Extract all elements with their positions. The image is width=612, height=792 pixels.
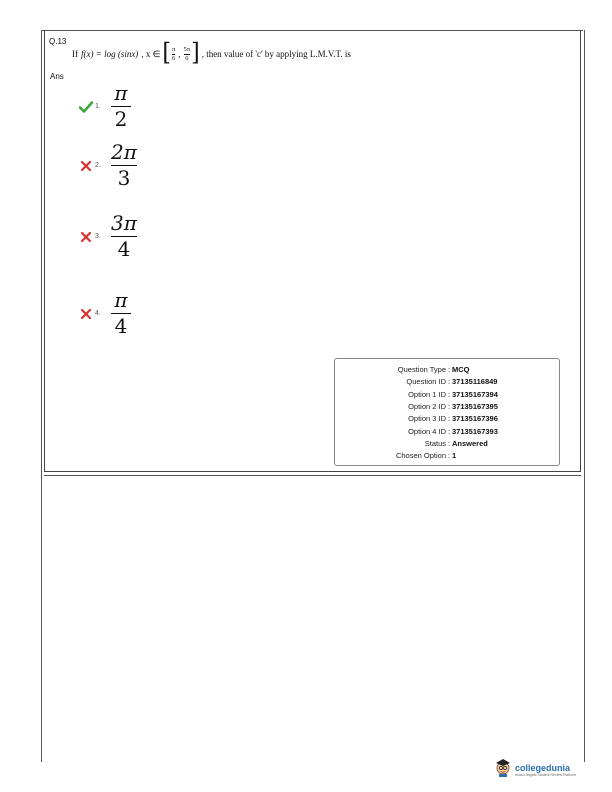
option-4-numerator: π xyxy=(114,288,128,312)
info-row-status: Status : Answered xyxy=(335,439,561,448)
question-number: Q.13 xyxy=(49,37,67,46)
option-2-denominator: 3 xyxy=(117,166,131,190)
info-value: MCQ xyxy=(452,365,470,374)
interval-end-den: 6 xyxy=(185,54,189,62)
option-1-denominator: 2 xyxy=(114,107,128,131)
option-3-denominator: 4 xyxy=(117,237,131,261)
interval-comma: , xyxy=(178,49,181,59)
cross-icon xyxy=(78,158,94,174)
option-2-numerator: 2π xyxy=(111,140,137,164)
student-mascot-icon xyxy=(494,757,512,782)
info-label: Question ID xyxy=(406,377,446,387)
question-text xyxy=(72,39,351,68)
panel-divider xyxy=(44,475,581,476)
option-4-number: 4. xyxy=(95,310,101,317)
info-label: Question Type xyxy=(397,365,446,374)
interval-start-den: 6 xyxy=(172,54,176,62)
option-3-number: 3. xyxy=(95,233,101,240)
question-suffix: , then value of 'c' by applying L.M.V.T. is xyxy=(201,49,351,59)
question-function: f(x) = log (sinx) xyxy=(81,49,139,59)
option-1-numerator: π xyxy=(114,81,128,105)
info-value: Answered xyxy=(452,438,488,448)
info-row-option-1-id: Option 1 ID : 37135167394 xyxy=(335,390,561,399)
interval-start xyxy=(172,46,175,61)
info-row-chosen-option: Chosen Option : 1 xyxy=(335,451,561,460)
option-2-number: 2. xyxy=(95,162,101,169)
interval-right-bracket: ] xyxy=(191,39,200,68)
info-value: 37135167393 xyxy=(452,426,498,436)
check-icon xyxy=(78,99,94,115)
option-2[interactable] xyxy=(78,142,137,189)
info-value: 37135167395 xyxy=(452,401,498,411)
info-row-question-type: Question Type : MCQ xyxy=(335,365,561,374)
option-1-fraction xyxy=(111,83,131,130)
info-label: Status xyxy=(424,438,446,448)
info-value: 37135167396 xyxy=(452,414,498,424)
question-domain-sep: , x ∈ xyxy=(141,48,161,59)
option-4-denominator: 4 xyxy=(114,314,128,338)
info-row-question-id: Question ID : 37135116849 xyxy=(335,377,561,386)
question-info-panel xyxy=(334,358,560,466)
cross-icon xyxy=(78,306,94,322)
option-4[interactable] xyxy=(78,290,131,337)
interval-end xyxy=(184,46,191,61)
info-value: 1 xyxy=(452,451,457,461)
option-3-numerator: 3π xyxy=(111,211,137,235)
info-label: Option 4 ID xyxy=(408,426,446,436)
question-interval xyxy=(162,39,200,68)
option-4-fraction xyxy=(111,290,131,337)
option-1[interactable] xyxy=(78,83,131,130)
logo-name: collegedunia xyxy=(515,762,571,773)
collegedunia-logo[interactable] xyxy=(494,757,576,782)
info-row-option-4-id: Option 4 ID : 37135167393 xyxy=(335,427,561,436)
info-label: Option 3 ID xyxy=(408,414,446,424)
interval-start-num: π xyxy=(172,46,176,54)
info-label: Option 2 ID xyxy=(408,401,446,411)
info-value: 37135116849 xyxy=(452,377,498,387)
interval-left-bracket: [ xyxy=(162,39,171,68)
answer-label: Ans xyxy=(50,72,64,81)
option-3-fraction xyxy=(111,213,137,260)
info-value: 37135167394 xyxy=(452,389,498,399)
option-3[interactable] xyxy=(78,213,137,260)
question-prefix: If xyxy=(72,49,78,59)
info-row-option-2-id: Option 2 ID : 37135167395 xyxy=(335,402,561,411)
cross-icon xyxy=(78,229,94,245)
logo-tagline: India's largest Student Review Platform xyxy=(515,772,576,777)
info-row-option-3-id: Option 3 ID : 37135167396 xyxy=(335,414,561,423)
option-2-fraction xyxy=(111,142,137,189)
interval-end-num: 5π xyxy=(183,46,191,54)
info-label: Chosen Option xyxy=(395,451,446,461)
info-label: Option 1 ID xyxy=(408,389,446,399)
option-1-number: 1. xyxy=(95,103,101,110)
